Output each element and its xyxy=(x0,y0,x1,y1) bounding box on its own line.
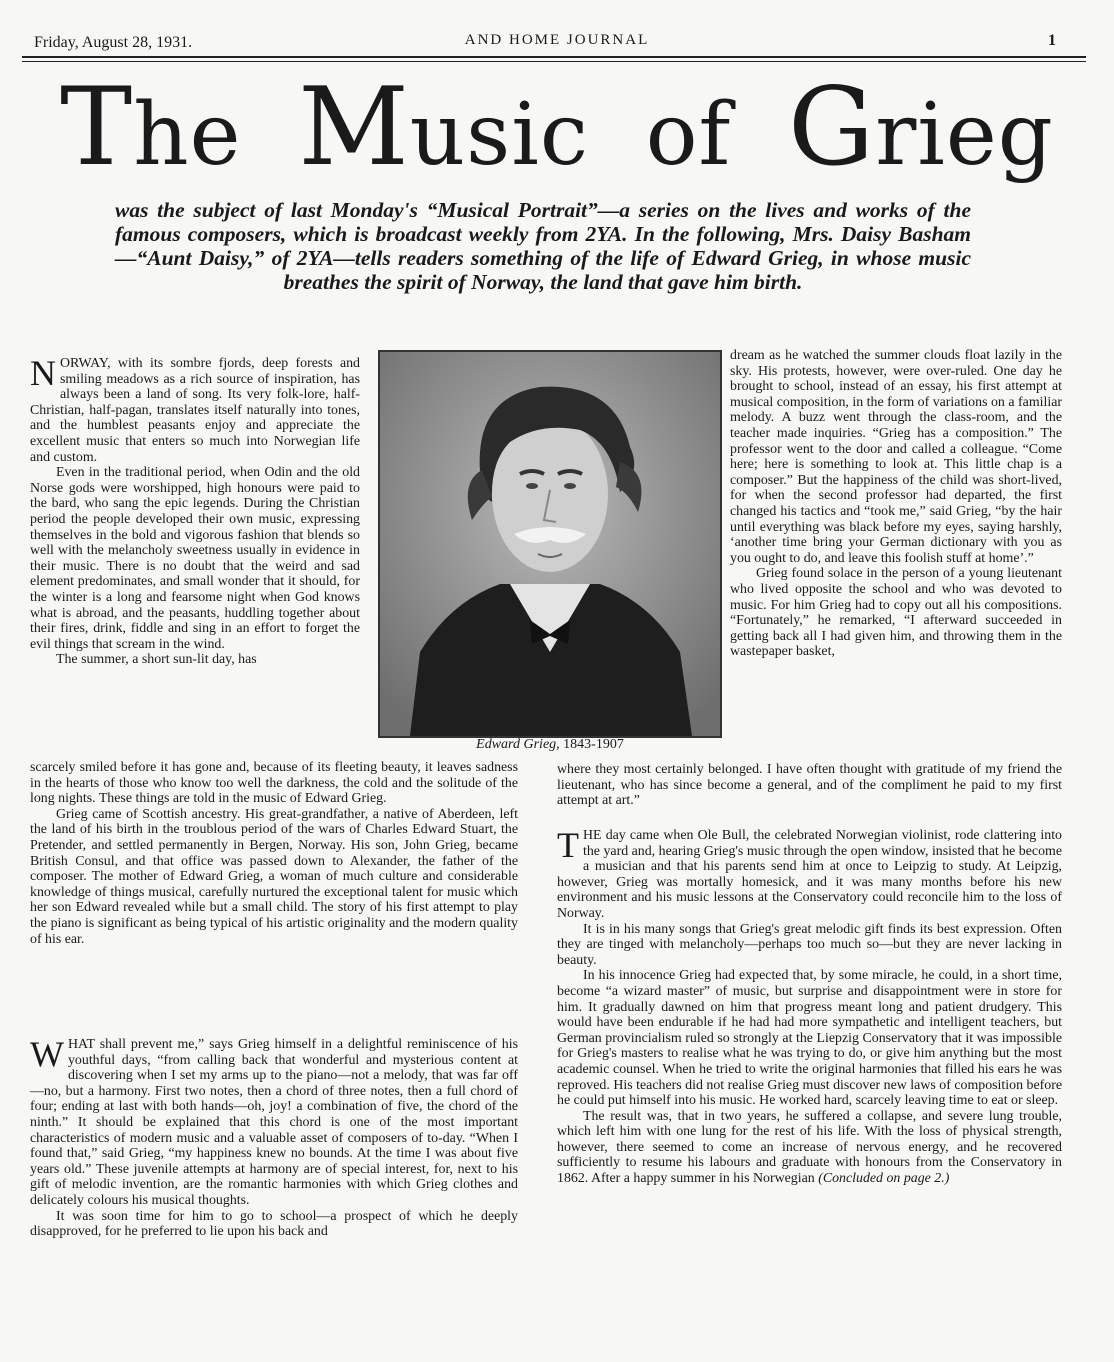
title-word-grieg: rieg xyxy=(875,85,1054,185)
article-title xyxy=(0,65,1114,190)
issue-date: Friday, August 28, 1931. xyxy=(34,34,193,51)
continued-note: (Concluded on page 2.) xyxy=(818,1171,950,1187)
drop-cap-n: N xyxy=(30,353,56,393)
column-left-bottom xyxy=(30,1034,518,1240)
paragraph-ole-bull-text: HE day came when Ole Bull, the celebrated Norwegian violinist, rode clattering into the yard and, hearing Grieg's music through the open window, insisted that he become a musician and that his parents send him at once to Leipzig to study. At Leipzig, however, Grieg was mortally homesick, and it was many months before his new environment and his music lessons at the Conservatory could reconcile him to the loss of Norway. xyxy=(557,828,1062,921)
paragraph-school: It was soon time for him to go to school—a prospect of which he deeply disapproved, for he preferred to lie upon his back and xyxy=(30,1208,518,1240)
paragraph-lieutenant: Grieg found solace in the person of a young lieutenant who lived opposite the school and who was devoted to music. For him Grieg had to copy out all his compositions. “Fortunately,” he remarked, “I afterward succeeded in getting back all I had given him, and throwing them in the wastepaper basket, xyxy=(730,566,1062,660)
journal-name: AND HOME JOURNAL xyxy=(464,32,650,48)
portrait-illustration xyxy=(380,352,720,736)
column-right-top xyxy=(730,348,1062,660)
header-rule xyxy=(22,56,1086,58)
column-right-bottom xyxy=(557,825,1062,1187)
title-initial-m: M xyxy=(298,65,410,190)
drop-cap-t: T xyxy=(557,825,579,865)
paragraph-what-text: HAT shall prevent me,” says Grieg himself in a delightful reminiscence of his youthful days, “from calling back that wonderful and mysterious content at discovering when I set my arms up to the piano—not a melody, that was far off—no, but a harmony. First two notes, then a chord of three notes, then a full chord of four; ending at last with both hands—oh, joy! a combination of five, the chord of the ninth.” It should be explained that this chord is one of the most important characteristics of modern music and a valuable asset of composers of to-day. “When I found that,” said Grieg, “my happiness knew no bounds. At the time I was about five years old.” These juvenile attempts at harmony are of special interest, for, next to his gift of melodic invention, are the romantic harmonies with which Grieg clothes and delicately colours his musical thoughts. xyxy=(30,1037,518,1208)
grieg-portrait-image xyxy=(378,350,722,738)
paragraph-intro-text: ORWAY, with its sombre fjords, deep forests and smiling meadows as a rich source of inspiration, has always been a land of song. Its very folk-lore, half-Christian, half-pagan, translates itself naturally into tones, and the humblest peasants enjoy and appreciate the excellent music that enters so much into Norwegian life and custom. xyxy=(30,356,360,465)
paragraph-summer-cont: scarcely smiled before it has gone and, because of its fleeting beauty, it leaves sadness in the hearts of those who know too well the darkness, the cold and the solitude of the long nights. These things are told in the music of Edward Grieg. xyxy=(30,760,518,807)
column-left-top xyxy=(30,353,360,668)
paragraph-ancestry: Grieg came of Scottish ancestry. His great-grandfather, a native of Aberdeen, left the land of his birth in the troublous period of the wars of Charles Edward Stuart, the Pretender, and settled permanently in Bergen, Norway. His son, John Grieg, became British Consul, and that office was passed down to Alexander, the father of the composer. The mother of Edward Grieg, a woman of much culture and considerable knowledge of things musical, carefully nurtured the exceptional talent for music which her son Edward revealed while but a small child. The story of his first attempt to play the piano is significant as being typical of his artistic originality and the modern quality of his ear. xyxy=(30,806,518,947)
caption-name: Edward Grieg, xyxy=(476,737,560,752)
header-rule-thin xyxy=(22,61,1086,62)
paragraph-what xyxy=(30,1034,518,1209)
title-word-music: usic xyxy=(409,85,589,185)
title-word-of: of xyxy=(645,85,732,185)
article-subtitle: was the subject of last Monday's “Musical Portrait”—a series on the lives and works of the famous composers, which is broadcast weekly from 2YA. In the following, Mrs. Daisy Basham—“Aunt Daisy,” of 2YA—tells readers something of the life of Edward Grieg, in whose music breathes the spirit of Norway, the land that gave him birth. xyxy=(115,198,971,294)
drop-cap-w: W xyxy=(30,1034,64,1074)
paragraph-result-text: The result was, that in two years, he suffered a collapse, and severe lung trouble, which left him with one lung for the rest of his life. With the loss of physical strength, however, there seemed to come an increase of nervous energy, and he recovered sufficiently to resume his labours and graduate with honours from the Conservatory in 1862. After a happy summer in his Norwegian xyxy=(557,1108,1062,1187)
page-header xyxy=(30,30,1084,54)
column-right-mid xyxy=(557,762,1062,809)
title-initial-g: G xyxy=(787,65,876,190)
paragraph-innocence: In his innocence Grieg had expected that, by some miracle, he could, in a short time, become “a wizard master” of music, but surprise and disappointment were in store for him. It gradually dawned on him that progress meant long and patient drudgery. This would have been endurable if he had had more sympathetic and intelligent teachers, but German provincialism ruled so strongly at the Liepzig Conservatory that it was impossible for Grieg's masters to realise what he was trying to do, or give him anything but the most academic counsel. When he tried to write the original harmonies that filled his ears he was reproved. His teachers did not realise Grieg must discover new laws of composition before he could put himself into his music. He worked hard, scarcely leaving time to eat or sleep. xyxy=(557,968,1062,1109)
caption-years: 1843-1907 xyxy=(563,737,624,752)
paragraph-gratitude: where they most certainly belonged. I have often thought with gratitude of my friend the lieutenant, who has since become a general, and of the compliment he paid to my first attempt at art.” xyxy=(557,762,1062,809)
paragraph-result xyxy=(557,1109,1062,1187)
paragraph-dream: dream as he watched the summer clouds float lazily in the sky. His protests, however, were over-ruled. One day he brought to school, instead of an essay, his first attempt at musical composition, in the form of variations on a familiar melody. A buzz went through the class-room, and the teacher made inquiries. “Grieg has a composition.” The professor went to the door and called a colleague. “Come here; here is something to look at. This little chap is a composer.” But the happiness of the child was short-lived, for when the second professor had departed, the first changed his tactics and “took me,” said Grieg, “by the hair until everything was black before my eyes, saying harshly, ‘another time bring your German dictionary with you as you ought to do, and leave this foolish stuff at home’.” xyxy=(730,348,1062,566)
title-word-the: he xyxy=(133,85,242,185)
photo-caption xyxy=(380,737,720,753)
paragraph-odin: Even in the traditional period, when Odin and the old Norse gods were worshipped, high honours were paid to the bard, who sang the epic legends. During the Christian period the people developed their own music, expressing themselves in the bold and vigorous fashion that blends so well with the melancholy sweetness usually in evidence in their music. There is no doubt that the weird and sad element predominates, and small wonder that it should, for the winter is a long and fearsome night when God knows what is abroad, and the peasants, huddling together about their fires, drink, fiddle and sing in an effort to forget the evil things that scream in the wind. xyxy=(30,465,360,652)
title-initial-t: T xyxy=(60,65,134,190)
paragraph-ole-bull xyxy=(557,825,1062,922)
paragraph-intro xyxy=(30,353,360,465)
paragraph-songs: It is in his many songs that Grieg's great melodic gift finds its best expression. Often they are tinged with melancholy—perhaps too much so—but they are never lacking in beauty. xyxy=(557,921,1062,968)
paragraph-summer-start: The summer, a short sun-lit day, has xyxy=(56,652,257,668)
page-number: 1 xyxy=(1048,32,1056,49)
column-left-mid xyxy=(30,760,518,947)
